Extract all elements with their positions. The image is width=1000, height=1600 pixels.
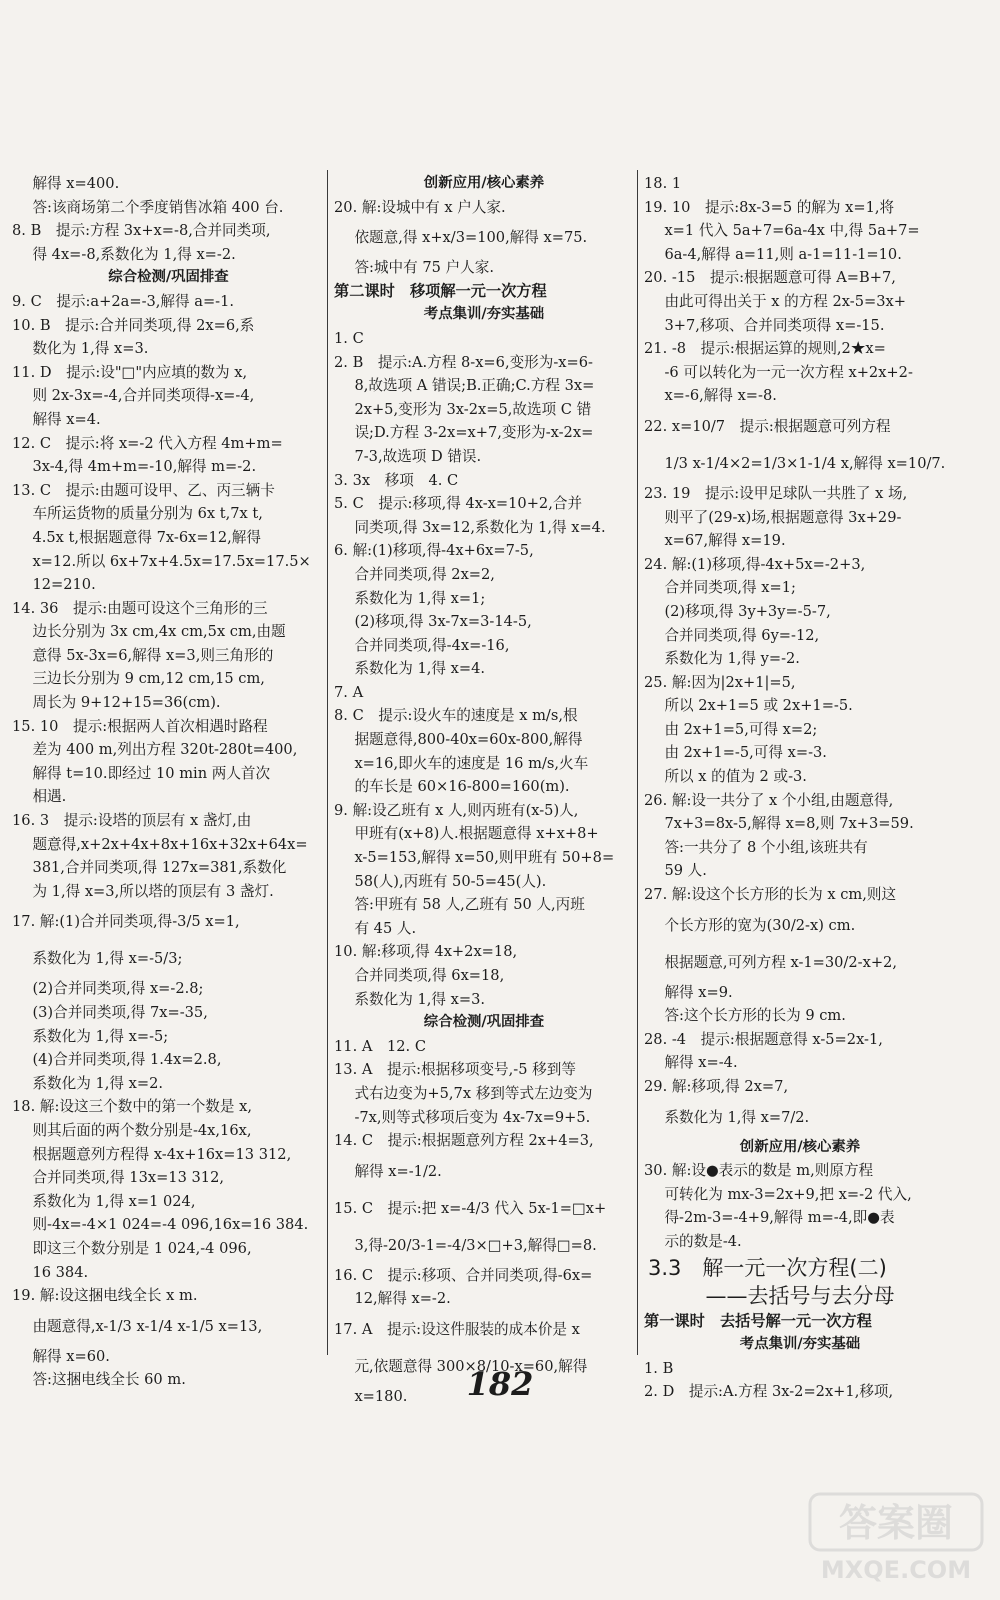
text-line: 系数化为 1,得 x=-5/3; (32, 950, 183, 968)
text-line: 意得 5x-3x=6,解得 x=3,则三角形的 (32, 646, 274, 664)
text-line: 7-3,故选项 D 错误. (354, 447, 482, 465)
text-line: 可转化为 mx-3=2x+9,把 x=-2 代入, (664, 1185, 912, 1203)
text-line: 3. 3x 移项 4. C (334, 471, 459, 489)
text-line: 7x+3=8x-5,解得 x=8,则 7x+3=59. (664, 815, 914, 833)
text-line: 答:这捆电线全长 60 m. (32, 1371, 186, 1389)
text-line: x=67,解得 x=19. (664, 532, 786, 550)
text-line: 20. 解:设城中有 x 户人家. (334, 198, 506, 216)
lesson-title: 第一课时 去括号解一元一次方程 (644, 1311, 872, 1330)
text-line: 2. D 提示:A.方程 3x-2=2x+1,移项, (644, 1383, 894, 1401)
text-line: 23. 19 提示:设甲足球队一共胜了 x 场, (644, 484, 908, 502)
watermark-logo (808, 1488, 988, 1586)
text-line: 则-4x=-4×1 024=-4 096,16x=16 384. (32, 1216, 309, 1234)
text-line: 解得 t=10.即经过 10 min 两人首次 (32, 764, 271, 782)
text-line: 答:一共分了 8 个小组,该班共有 (664, 838, 868, 856)
text-line: -7x,则等式移项后变为 4x-7x=9+5. (354, 1108, 591, 1126)
text-line: x=-6,解得 x=-8. (664, 387, 777, 405)
section-heading: 综合检测/巩固排查 (108, 269, 229, 286)
text-line: 系数化为 1,得 x=1; (354, 589, 486, 607)
text-line: 3x-4,得 4m+m=-10,解得 m=-2. (32, 458, 257, 476)
text-line: 相遇. (32, 788, 67, 806)
text-line: 9. 解:设乙班有 x 人,则丙班有(x-5)人, (334, 801, 579, 819)
text-line: 答:该商场第二个季度销售冰箱 400 台. (32, 198, 284, 216)
text-line: 解得 x=60. (32, 1347, 110, 1365)
text-line: 答:城中有 75 户人家. (354, 259, 494, 277)
text-line: 系数化为 1,得 x=1 024, (32, 1192, 196, 1210)
text-line: 边长分别为 3x cm,4x cm,5x cm,由题 (32, 623, 286, 641)
text-line: 据题意得,800-40x=60x-800,解得 (354, 731, 583, 749)
text-line: -6 可以转化为一元一次方程 x+2x+2- (664, 363, 913, 381)
answer-column-2 (334, 172, 634, 1409)
text-line: 甲班有(x+8)人.根据题意得 x+x+8+ (354, 825, 599, 843)
text-line: 17. 解:(1)合并同类项,得-3/5 x=1, (12, 913, 240, 931)
text-line: 同类项,得 3x=12,系数化为 1,得 x=4. (354, 518, 606, 536)
text-line: 4.5x t,根据题意得 7x-6x=12,解得 (32, 528, 261, 546)
text-line: 示的数是-4. (664, 1232, 742, 1250)
text-line: 58(人),丙班有 50-5=45(人). (354, 872, 547, 890)
text-line: x=180. (354, 1387, 408, 1405)
text-line: 系数化为 1,得 y=-2. (664, 650, 800, 668)
text-line: 20. -15 提示:根据题意可得 A=B+7, (644, 269, 896, 287)
text-line: 17. A 提示:设这件服装的成本价是 x (334, 1320, 580, 1338)
text-line: 16 384. (32, 1263, 89, 1281)
text-line: 系数化为 1,得 x=4. (354, 660, 485, 678)
text-line: 系数化为 1,得 x=2. (32, 1074, 163, 1092)
text-line: 29. 解:移项,得 2x=7, (644, 1078, 789, 1095)
text-line: 合并同类项,得 13x=13 312, (32, 1169, 225, 1187)
text-line: (4)合并同类项,得 1.4x=2.8, (32, 1051, 222, 1069)
text-line: 28. -4 提示:根据题意得 x-5=2x-1, (644, 1030, 883, 1048)
text-line: x=1 代入 5a+7=6a-4x 中,得 5a+7= (664, 222, 920, 240)
text-line: 答:这个长方形的长为 9 cm. (664, 1007, 846, 1025)
text-line: 合并同类项,得 x=1; (664, 579, 796, 597)
text-line: 系数化为 1,得 x=3. (354, 990, 485, 1008)
text-line: 14. C 提示:根据题意列方程 2x+4=3, (334, 1132, 594, 1150)
text-line: 解得 x=4. (32, 410, 101, 428)
text-line: 即这三个数分别是 1 024,-4 096, (32, 1239, 252, 1257)
text-line: 解得 x=400. (32, 175, 120, 192)
text-line: 16. 3 提示:设塔的顶层有 x 盏灯,由 (12, 812, 252, 830)
text-line: 系数化为 1,得 x=7/2. (664, 1108, 810, 1126)
text-line: 1. C (334, 329, 364, 347)
text-line: 有 45 人. (354, 919, 417, 937)
text-line: 25. 解:因为|2x+1|=5, (644, 673, 796, 691)
text-line: 19. 10 提示:8x-3=5 的解为 x=1,将 (644, 198, 895, 216)
text-line: 26. 解:设一共分了 x 个小组,由题意得, (644, 791, 894, 809)
text-line: 10. 解:移项,得 4x+2x=18, (334, 943, 518, 961)
text-line: 1. B (644, 1359, 674, 1377)
text-line: 依题意,得 x+x/3=100,解得 x=75. (354, 229, 588, 247)
text-line: 30. 解:设●表示的数是 m,则原方程 (644, 1162, 874, 1180)
text-line: 周长为 9+12+15=36(cm). (32, 694, 221, 712)
text-line: 为 1,得 x=3,所以塔的顶层有 3 盏灯. (32, 882, 274, 900)
watermark-url: MXQE.COM (820, 1556, 972, 1584)
section-heading: 综合检测/巩固排查 (423, 1014, 545, 1031)
text-line: (3)合并同类项,得 7x=-35, (32, 1004, 208, 1021)
text-line: 的车长是 60×16-800=160(m). (354, 778, 570, 796)
text-line: 2x+5,变形为 3x-2x=5,故选项 C 错 (354, 400, 592, 418)
text-line: (2)移项,得 3y+3y=-5-7, (664, 602, 831, 620)
text-line: 15. 10 提示:根据两人首次相遇时路程 (12, 717, 268, 735)
text-line: 5. C 提示:移项,得 4x-x=10+2,合并 (334, 495, 583, 513)
text-line: 数化为 1,得 x=3. (32, 340, 149, 358)
column-divider (637, 170, 638, 1355)
text-line: 12=210. (32, 576, 96, 594)
text-line: 13. A 提示:根据移项变号,-5 移到等 (334, 1061, 576, 1079)
text-line: 个长方形的宽为(30/2-x) cm. (664, 916, 856, 934)
text-line: 根据题意列方程得 x-4x+16x=13 312, (32, 1145, 292, 1163)
text-line: 解得 x=-4. (664, 1054, 738, 1072)
text-line: 则 2x-3x=-4,合并同类项得-x=-4, (32, 387, 255, 405)
text-line: 12,解得 x=-2. (354, 1290, 451, 1308)
text-line: 7. A (334, 683, 364, 701)
text-line: 根据题意,可列方程 x-1=30/2-x+2, (664, 953, 897, 971)
text-line: 三边长分别为 9 cm,12 cm,15 cm, (32, 670, 265, 688)
text-line: 由 2x+1=-5,可得 x=-3. (664, 744, 827, 762)
page-number: 182 (466, 1365, 534, 1403)
section-heading: 创新应用/核心素养 (423, 175, 545, 191)
section-heading: 考点集训/夯实基础 (423, 306, 545, 323)
text-line: 则其后面的两个数分别是-4x,16x, (32, 1121, 252, 1139)
text-line: 系数化为 1,得 x=-5; (32, 1027, 169, 1045)
column-divider (327, 170, 328, 1355)
text-line: 由 2x+1=5,可得 x=2; (664, 720, 818, 738)
text-line: 21. -8 提示:根据运算的规则,2★x= (644, 340, 886, 358)
watermark-text: 答案圈 (838, 1501, 954, 1545)
text-line: 合并同类项,得-4x=-16, (354, 636, 510, 654)
text-line: 式右边变为+5,7x 移到等式左边变为 (354, 1084, 593, 1102)
text-line: 22. x=10/7 提示:根据题意可列方程 (644, 417, 891, 435)
text-line: 合并同类项,得 6y=-12, (664, 626, 820, 644)
section-subtitle: ——去括号与去分母 (705, 1283, 895, 1308)
text-line: 16. C 提示:移项、合并同类项,得-6x= (334, 1266, 593, 1284)
text-line: 误;D.方程 3-2x=x+7,变形为-x-2x= (354, 424, 594, 442)
text-line: 解得 x=-1/2. (354, 1162, 442, 1180)
text-line: 11. A 12. C (334, 1037, 426, 1055)
text-line: 3+7,移项、合并同类项得 x=-15. (664, 316, 885, 334)
text-line: 1/3 x-1/4×2=1/3×1-1/4 x,解得 x=10/7. (664, 454, 946, 472)
text-line: 8. C 提示:设火车的速度是 x m/s,根 (334, 707, 578, 725)
text-line: 8. B 提示:方程 3x+x=-8,合并同类项, (12, 222, 271, 240)
answer-column-3 (644, 172, 956, 1404)
text-line: 13. C 提示:由题可设甲、乙、丙三辆卡 (12, 481, 275, 499)
text-line: 差为 400 m,列出方程 320t-280t=400, (32, 741, 298, 759)
text-line: 所以 x 的值为 2 或-3. (664, 768, 807, 786)
section-heading: 考点集训/夯实基础 (739, 1336, 861, 1353)
text-line: x-5=153,解得 x=50,则甲班有 50+8= (354, 849, 615, 867)
text-line: 12. C 提示:将 x=-2 代入方程 4m+m= (12, 434, 283, 452)
text-line: 合并同类项,得 6x=18, (354, 967, 505, 984)
text-line: 2. B 提示:A.方程 8-x=6,变形为-x=6- (334, 353, 593, 371)
text-line: 18. 解:设这三个数中的第一个数是 x, (12, 1098, 252, 1116)
text-line: 59 人. (664, 862, 707, 880)
text-line: 15. C 提示:把 x=-4/3 代入 5x-1=□x+ (334, 1199, 607, 1217)
text-line: 19. 解:设这捆电线全长 x m. (12, 1287, 198, 1305)
text-line: 24. 解:(1)移项,得-4x+5x=-2+3, (644, 555, 866, 573)
text-line: 由题意得,x-1/3 x-1/4 x-1/5 x=13, (32, 1317, 263, 1335)
text-line: 合并同类项,得 2x=2, (354, 565, 495, 583)
text-line: 车所运货物的质量分别为 6x t,7x t, (32, 505, 263, 523)
text-line: 6a-4,解得 a=11,则 a-1=11-1=10. (664, 245, 902, 263)
text-line: 18. 1 (644, 175, 682, 192)
text-line: 9. C 提示:a+2a=-3,解得 a=-1. (12, 292, 235, 310)
section-heading: 创新应用/核心素养 (739, 1138, 861, 1155)
text-line: x=16,即火车的速度是 16 m/s,火车 (354, 754, 589, 772)
text-line: 11. D 提示:设"□"内应填的数为 x, (12, 363, 248, 381)
text-line: 14. 36 提示:由题可设这个三角形的三 (12, 599, 268, 617)
text-line: (2)移项,得 3x-7x=3-14-5, (354, 613, 532, 631)
text-line: 答:甲班有 58 人,乙班有 50 人,丙班 (354, 896, 585, 914)
lesson-title: 第二课时 移项解一元一次方程 (334, 281, 547, 300)
text-line: 元,依题意得 300×8/10-x=60,解得 (354, 1357, 588, 1375)
text-line: 得-2m-3=-4+9,解得 m=-4,即●表 (664, 1209, 895, 1227)
text-line: 8,故选项 A 错误;B.正确;C.方程 3x= (354, 377, 595, 395)
text-line: 解得 x=9. (664, 983, 733, 1001)
answer-column-1 (12, 172, 325, 1392)
text-line: 由此可得出关于 x 的方程 2x-5=3x+ (664, 292, 906, 310)
text-line: (2)合并同类项,得 x=-2.8; (32, 980, 204, 998)
text-line: 则平了(29-x)场,根据题意得 3x+29- (664, 508, 902, 526)
text-line: 6. 解:(1)移项,得-4x+6x=7-5, (334, 542, 534, 560)
text-line: x=12.所以 6x+7x+4.5x=17.5x=17.5× (32, 552, 311, 570)
section-title: 3.3 解一元一次方程(二) (648, 1255, 887, 1280)
text-line: 所以 2x+1=5 或 2x+1=-5. (664, 697, 853, 715)
text-line: 27. 解:设这个长方形的长为 x cm,则这 (644, 886, 897, 904)
text-line: 3,得-20/3-1=-4/3×□+3,解得□=8. (354, 1236, 597, 1254)
text-line: 题意得,x+2x+4x+8x+16x+32x+64x= (32, 835, 308, 853)
text-line: 381,合并同类项,得 127x=381,系数化 (32, 859, 287, 877)
text-line: 10. B 提示:合并同类项,得 2x=6,系 (12, 316, 255, 334)
text-line: 得 4x=-8,系数化为 1,得 x=-2. (32, 245, 236, 263)
